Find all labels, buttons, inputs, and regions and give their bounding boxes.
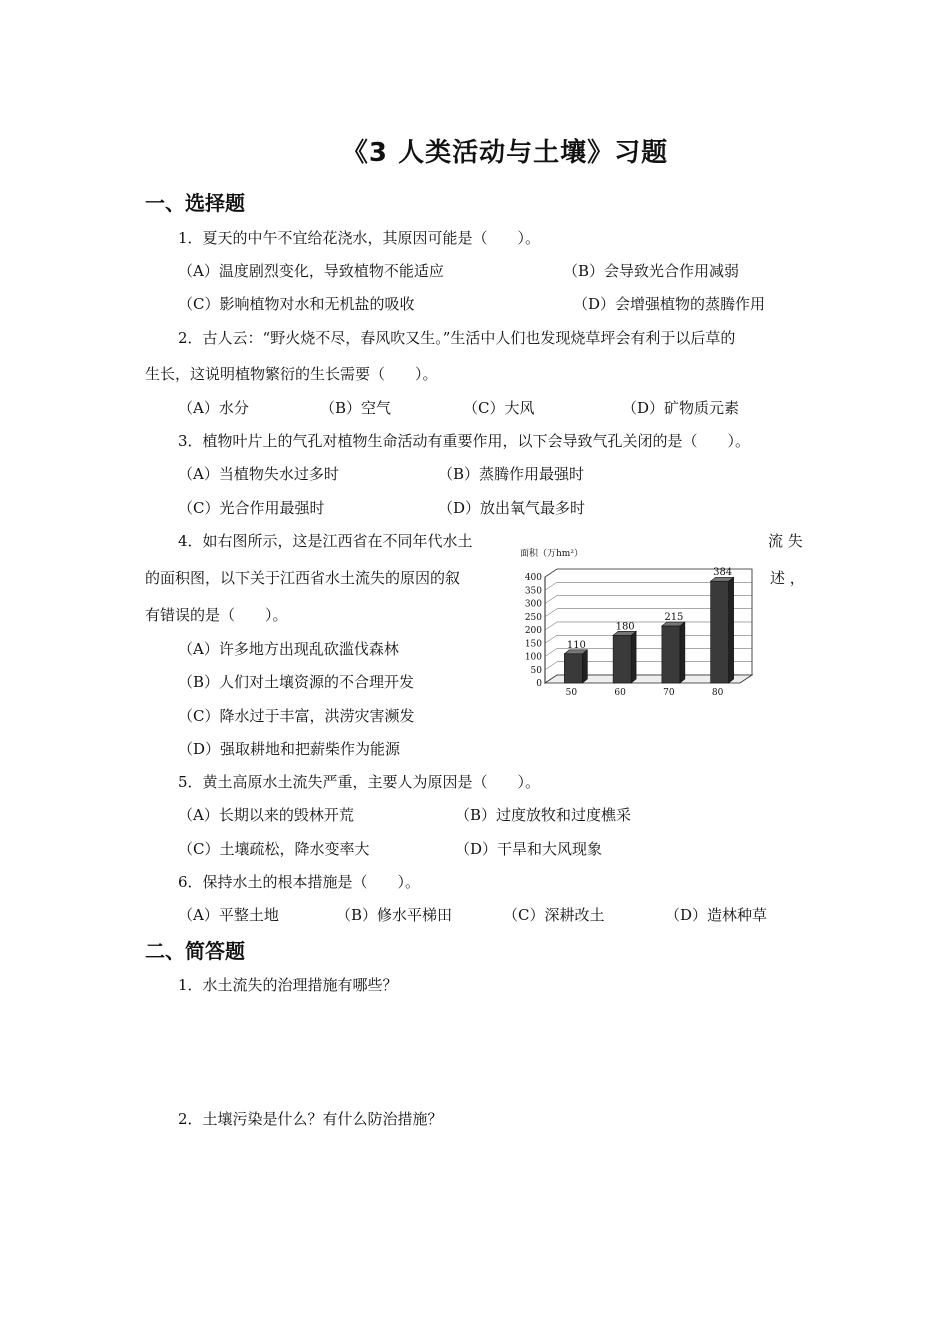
q1-option-d: （D）会增强植物的蒸腾作用 bbox=[573, 295, 766, 313]
q4-option-a: （A）许多地方出现乱砍滥伐森林 bbox=[178, 640, 399, 658]
chart-y-tick-label: 400 bbox=[524, 573, 542, 583]
q2-option-d: （D）矿物质元素 bbox=[622, 399, 740, 417]
q4-option-d: （D）强取耕地和把薪柴作为能源 bbox=[178, 740, 401, 758]
q1-option-b: （B）会导致光合作用减弱 bbox=[563, 262, 740, 280]
q6-stem: 6．保持水土的根本措施是（ ）。 bbox=[178, 873, 421, 891]
chart-y-tick-label: 150 bbox=[524, 639, 542, 650]
chart-value-label: 110 bbox=[566, 639, 586, 651]
chart-y-tick-label: 100 bbox=[524, 652, 542, 663]
q5-stem: 5．黄土高原水土流失严重，主要人为原因是（ ）。 bbox=[178, 773, 541, 791]
soil-erosion-bar-chart bbox=[515, 545, 760, 705]
q6-option-a: （A）平整土地 bbox=[178, 906, 279, 924]
chart-x-tick-label: 60 bbox=[614, 688, 626, 698]
section-heading-short-answer: 二、简答题 bbox=[145, 939, 245, 963]
chart-y-tick-label: 200 bbox=[524, 626, 542, 636]
q2-stem-line2: 生长，这说明植物繁衍的生长需要（ ）。 bbox=[145, 365, 438, 383]
q1-option-a: （A）温度剧烈变化，导致植物不能适应 bbox=[178, 262, 444, 280]
q5-option-c: （C）土壤疏松，降水变率大 bbox=[178, 840, 370, 858]
q4-stem-line1: 4．如右图所示，这是江西省在不同年代水土 bbox=[178, 532, 473, 550]
chart-y-axis-label: 面积（万hm²） bbox=[520, 549, 583, 559]
q2-stem-line1: 2．古人云：“野火烧不尽，春风吹又生。”生活中人们也发现烧草坪会有利于以后草的 bbox=[178, 329, 736, 347]
q3-option-a: （A）当植物失水过多时 bbox=[178, 465, 339, 483]
q3-stem: 3．植物叶片上的气孔对植物生命活动有重要作用，以下会导致气孔关闭的是（ ）。 bbox=[178, 432, 751, 450]
q4-stem-line1-end: 流 失 bbox=[768, 532, 803, 550]
q6-option-b: （B）修水平梯田 bbox=[336, 906, 453, 924]
chart-y-tick-label: 250 bbox=[524, 612, 542, 623]
q2-option-b: （B）空气 bbox=[320, 399, 392, 417]
chart-x-tick-label: 70 bbox=[663, 688, 675, 698]
q5-option-a: （A）长期以来的毁林开荒 bbox=[178, 806, 354, 824]
q4-stem-line2-end: 述 ， bbox=[770, 569, 805, 587]
chart-value-label: 384 bbox=[713, 567, 733, 579]
chart-bar bbox=[613, 631, 636, 683]
section-heading-choice: 一、选择题 bbox=[145, 191, 245, 215]
q3-option-d: （D）放出氧气最多时 bbox=[438, 499, 586, 517]
q5-option-d: （D）干旱和大风现象 bbox=[455, 840, 603, 858]
chart-value-label: 180 bbox=[615, 621, 635, 633]
chart-bar bbox=[711, 577, 734, 683]
q2-option-c: （C）大风 bbox=[463, 399, 535, 417]
q4-stem-line3: 有错误的是（ ）。 bbox=[145, 606, 288, 624]
q5-option-b: （B）过度放牧和过度樵采 bbox=[455, 806, 632, 824]
q6-option-d: （D）造林种草 bbox=[665, 906, 768, 924]
chart-value-label: 215 bbox=[664, 612, 684, 624]
chart-y-tick-label: 50 bbox=[530, 665, 542, 676]
q6-option-c: （C）深耕改土 bbox=[503, 906, 605, 924]
q4-stem-line2: 的面积图，以下关于江西省水土流失的原因的叙 bbox=[145, 569, 461, 587]
q2-option-a: （A）水分 bbox=[178, 399, 249, 417]
page-title: 《3 人类活动与土壤》习题 bbox=[341, 138, 669, 168]
chart-x-tick-label: 80 bbox=[711, 688, 724, 698]
chart-x-tick-label: 50 bbox=[565, 688, 578, 698]
chart-y-tick-label: 0 bbox=[536, 679, 542, 689]
q3-option-b: （B）蒸腾作用最强时 bbox=[438, 465, 585, 483]
q3-option-c: （C）光合作用最强时 bbox=[178, 499, 325, 517]
chart-y-tick-label: 350 bbox=[524, 586, 542, 597]
q1-stem: 1．夏天的中午不宜给花浇水，其原因可能是（ ）。 bbox=[178, 229, 541, 247]
q1-option-c: （C）影响植物对水和无机盐的吸收 bbox=[178, 295, 415, 313]
q4-option-c: （C）降水过于丰富，洪涝灾害濒发 bbox=[178, 707, 415, 725]
sa-q1: 1．水土流失的治理措施有哪些？ bbox=[178, 976, 398, 994]
sa-q2: 2．土壤污染是什么？有什么防治措施？ bbox=[178, 1110, 443, 1128]
chart-bar bbox=[662, 622, 685, 683]
q4-option-b: （B）人们对土壤资源的不合理开发 bbox=[178, 673, 415, 691]
chart-y-tick-label: 300 bbox=[524, 599, 542, 610]
chart-bar bbox=[564, 650, 587, 683]
